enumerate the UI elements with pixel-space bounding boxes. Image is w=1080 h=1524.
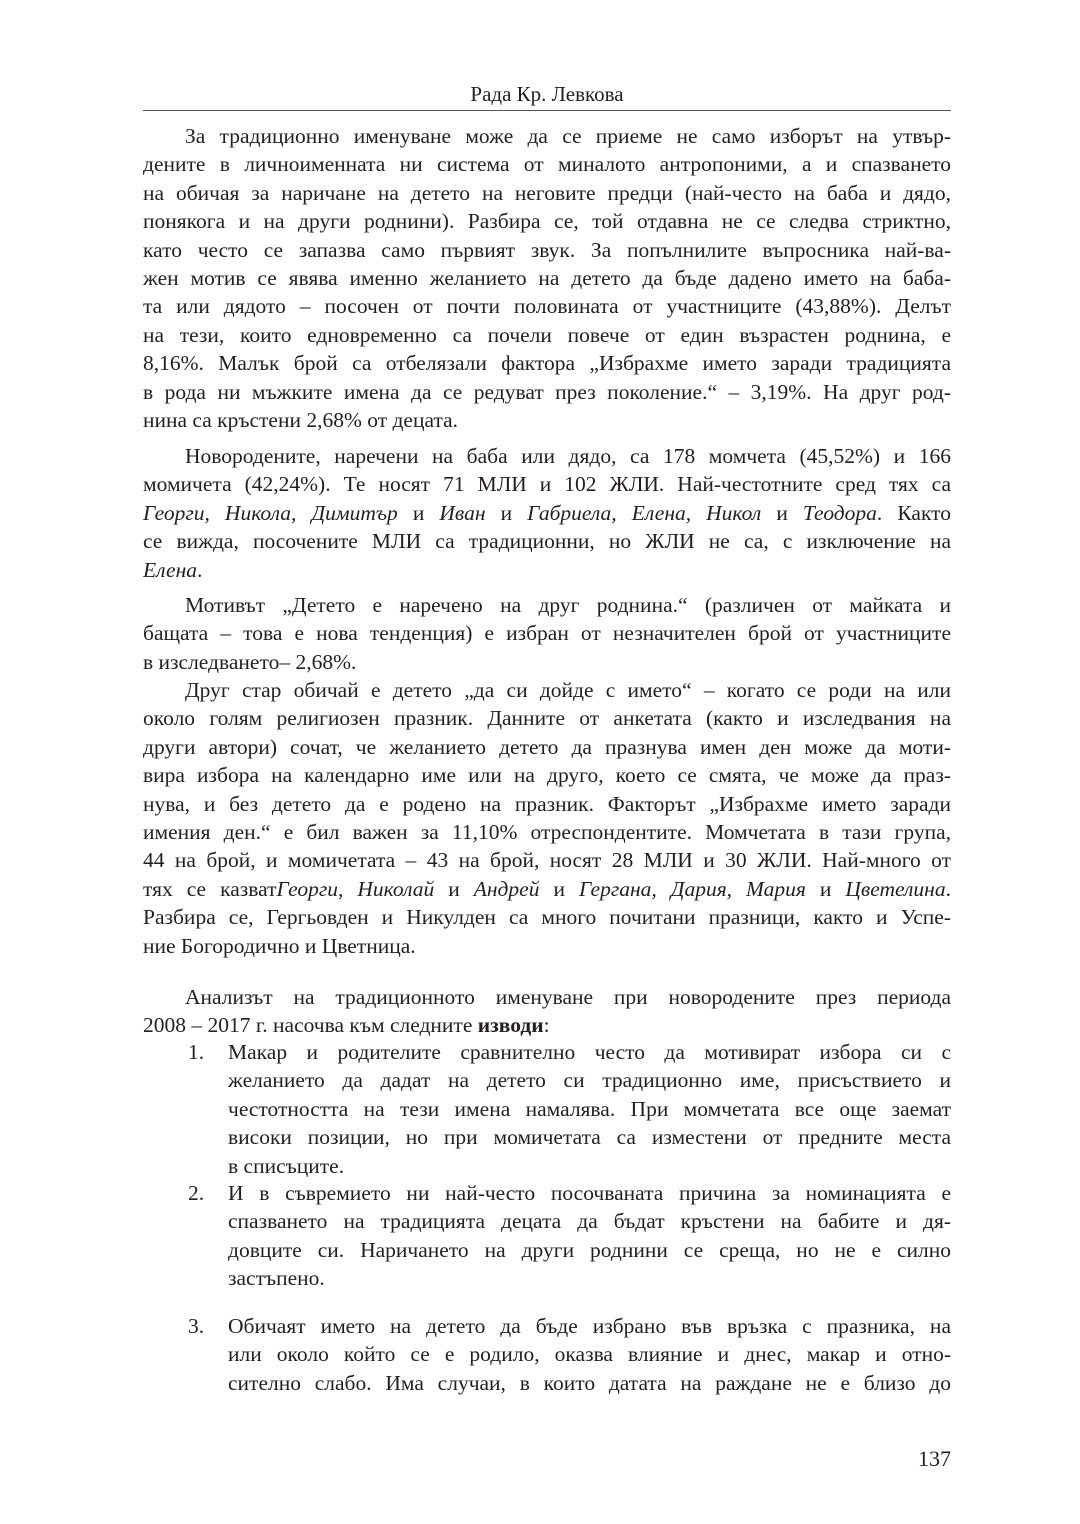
list-item-text [228,1312,951,1397]
text-line [143,983,951,1011]
paragraph-grandparents [143,442,951,584]
list-number: 3. [188,1314,205,1338]
text-line [228,1038,951,1066]
text-segment: нува, и без детето да е родено на празник. Факторът „Избрахме името заради [143,791,951,816]
text-segment: или около който се е родило, оказва влияние и днес, макар и отно- [228,1342,951,1367]
text-segment: бащата – това е нова тенденция) е избран от незначителен брой от участниците [143,621,951,646]
text-segment: Новородените, наречени на баба или дядо, са 178 момчета (45,52%) и 166 [185,444,951,468]
paragraph-name-day [143,676,951,960]
text-line [228,1369,951,1397]
page-number: 137 [918,1446,951,1471]
text-line [143,676,951,704]
text-segment: честотността на тези имена намалява. При момчетата все още заемат [228,1096,951,1121]
text-segment: и [539,876,579,901]
text-segment: Макар и родителите сравнително често да мотивират избора си с [228,1040,951,1064]
text-segment: За традиционно именуване може да се приеме не само изборът на утвър- [185,124,951,148]
paragraph-analysis-intro [143,983,951,1040]
text-line [143,619,951,647]
text-segment: Мотивът „Детето е наречено на друг роднина.“ (различен от майката и [185,593,951,617]
paragraph-other-relative [143,591,951,676]
text-segment: понякога и на други роднини). Разбира се, той отдавна не се следва стриктно, [143,209,951,234]
text-line [143,207,951,235]
text-segment: И в съвремието ни най-често посочваната причина за номинацията е [228,1181,951,1205]
italic-text: Георги, Никола, Димитър [143,500,398,525]
text-segment: спазването на традицията децата да бъдат кръстени на бабите и дя- [228,1209,951,1234]
text-segment: и [397,500,440,525]
text-segment: други автори) сочат, че желанието детето да празнува имен ден може да моти- [143,734,951,759]
text-segment: нина са кръстени 2,68% от децата. [143,407,459,432]
text-segment: на тези, които едновременно са почели повече от един възрастен роднина, е [143,322,951,347]
text-segment: желанието да дадат на детето си традиционно име, присъствието и [228,1068,951,1093]
text-segment: 8,16%. Малък брой са отбелязали фактора „Избрахме името заради традицията [143,351,951,376]
text-line [143,704,951,732]
text-segment: . [197,557,203,582]
italic-text: Теодора [802,500,877,525]
text-line [143,150,951,178]
text-segment: имения ден.“ е бил важен за 11,10% отреспондентите. Момчетата в тази група, [143,819,951,844]
text-segment: около голям религиозен празник. Данните от анкетата (както и изследвания на [143,706,951,731]
text-segment: момичета (42,24%). Те носят 71 МЛИ и 102 ЖЛИ. Най-честотните сред тях са [143,472,951,497]
text-segment: и [434,876,474,901]
header-rule [143,110,951,111]
text-segment: и [805,876,846,901]
text-segment: тях се казват [143,876,277,901]
text-segment: Друг стар обичай е детето „да си дойде с името“ – когато се роди на или [185,678,951,702]
text-line [143,122,951,150]
text-line [228,1340,951,1368]
text-line [143,591,951,619]
text-segment: се вижда, посочените МЛИ са традиционни, но ЖЛИ не са, с изключение на [143,529,951,554]
paragraph-tradition [143,122,951,434]
text-line [228,1264,951,1292]
text-segment: високи позиции, но при момичетата са изместени от предните места [228,1125,951,1150]
text-segment: дените в личноименната ни система от миналото антропоними, а и спазването [143,152,951,177]
text-line [143,349,951,377]
text-line [143,761,951,789]
list-item-text [228,1179,951,1293]
text-segment: : [543,1013,550,1038]
text-segment: Анализът на традиционното именуване при новородените през периода [185,985,951,1009]
conclusion-item [143,1179,951,1293]
text-segment: . [945,876,951,901]
text-segment: на обичая за наричане на детето на неговите предци (най-често на баба и дядо, [143,180,951,205]
text-line [143,790,951,818]
italic-text: Андрей [473,876,540,901]
text-line [143,442,951,470]
text-line [143,875,951,903]
text-line [143,264,951,292]
text-line [143,556,951,584]
text-segment: и [761,500,803,525]
text-segment: в рода ни мъжките имена да се редуват през поколение.“ – 3,19%. На друг род- [143,379,951,404]
list-number: 2. [188,1181,205,1205]
text-segment: в изследването– 2,68%. [143,649,357,674]
text-segment: и [485,500,528,525]
text-line [143,903,951,931]
text-line [143,470,951,498]
text-line [143,527,951,555]
conclusion-item [143,1038,951,1180]
running-header: Рада Кр. Левкова [470,82,624,106]
text-line [143,846,951,874]
text-segment: Разбира се, Гергьовден и Никулден са много почитани празници, както и Успе- [143,905,951,930]
italic-text: Гергана, Дария, Мария [578,876,806,901]
text-segment: застъпено. [228,1266,325,1291]
text-segment: сително слабо. Има случаи, в които датата на раждане не е близо до [228,1370,951,1395]
text-line [143,1011,951,1039]
text-line [143,932,951,960]
text-segment: вира избора на календарно име или на друго, което се смята, че може да праз- [143,763,951,788]
text-line [228,1312,951,1340]
text-segment: 2008 – 2017 г. насочва към следните [143,1013,478,1038]
text-line [228,1152,951,1180]
text-segment: довците си. Наричането на други роднини се среща, но не е силно [228,1237,951,1262]
text-line [143,378,951,406]
italic-text: Иван [439,500,486,525]
text-segment: жен мотив се явява именно желанието на детето да бъде дадено името на баба- [143,265,951,290]
text-line [143,499,951,527]
conclusion-item [143,1312,951,1397]
text-line [143,406,951,434]
text-line [143,179,951,207]
text-segment: в списъците. [228,1153,345,1178]
text-line [143,321,951,349]
text-line [143,733,951,761]
text-segment: та или дядото – посочен от почти половината от участниците (43,88%). Делът [143,294,951,319]
italic-text: Цветелина [845,876,946,901]
text-segment: Обичаят името на детето да бъде избрано във връзка с празника, на [228,1314,951,1338]
text-line [228,1123,951,1151]
text-line [228,1207,951,1235]
list-number: 1. [188,1040,205,1064]
text-line [143,648,951,676]
text-line [228,1236,951,1264]
italic-text: Георги, Николай [276,876,435,901]
text-segment: ние Богородично и Цветница. [143,933,416,958]
text-line [228,1066,951,1094]
text-line [143,236,951,264]
text-line [143,292,951,320]
text-segment: 44 на брой, и момичетата – 43 на брой, носят 28 МЛИ и 30 ЖЛИ. Най-много от [143,848,951,873]
text-line [228,1179,951,1207]
italic-text: Елена [143,557,198,582]
text-line [143,818,951,846]
list-item-text [228,1038,951,1180]
italic-text: Габриела, Елена, Никол [527,500,762,525]
text-segment: като често се запазва само първият звук. За попълнилите въпросника най-ва- [143,237,951,262]
text-segment: . Както [876,500,951,525]
bold-text: изводи [477,1013,544,1038]
text-line [228,1095,951,1123]
